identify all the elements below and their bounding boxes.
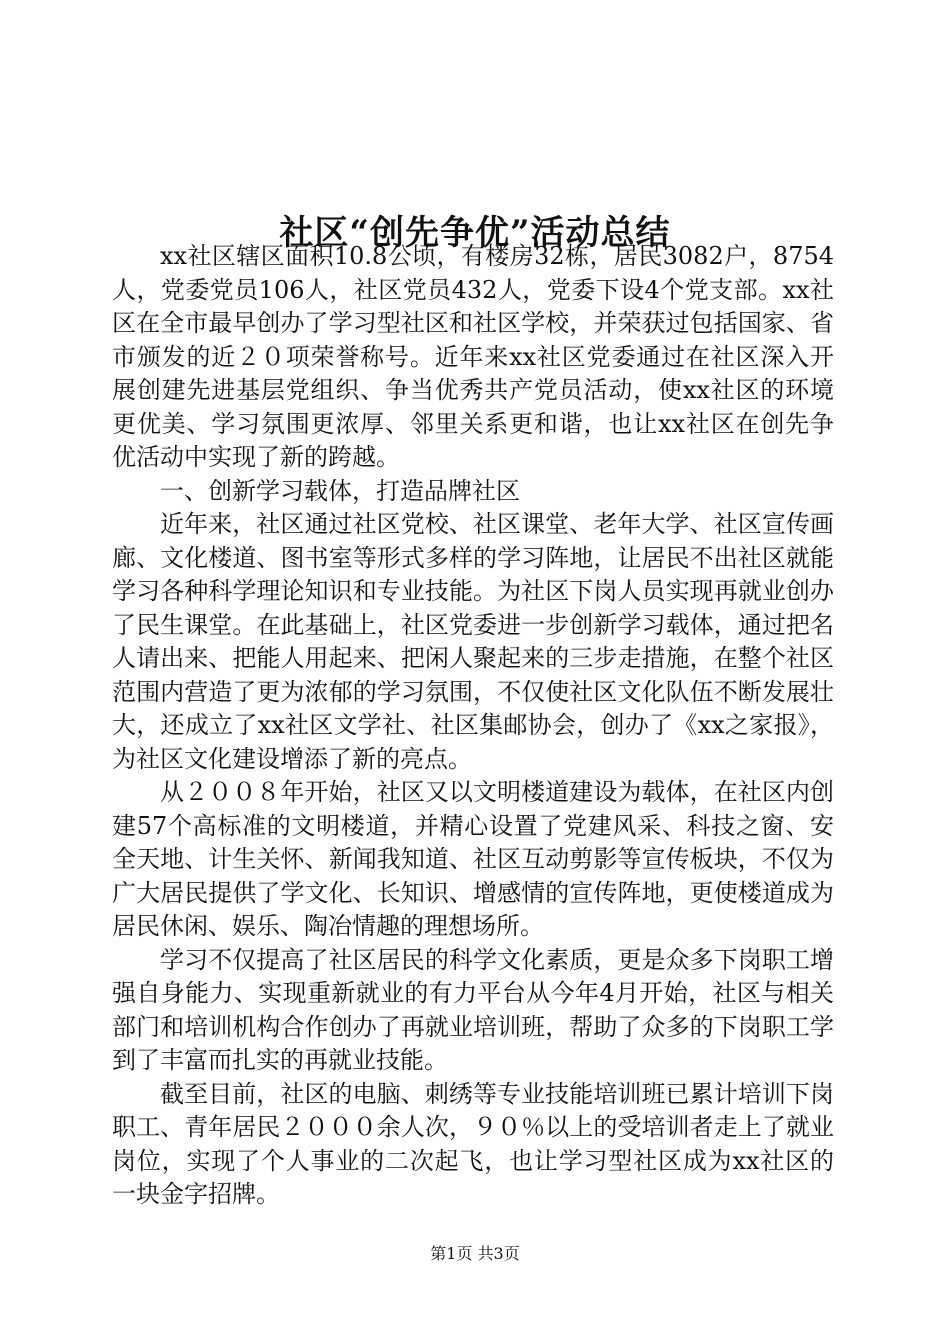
section-heading-1: 一、创新学习载体，打造品牌社区 <box>160 476 520 505</box>
document-body <box>112 240 834 1212</box>
page-footer: 第1页 共3页 <box>430 1244 520 1263</box>
document-title: 社区“创先争优”活动总结 <box>279 212 671 253</box>
paragraph-reemployment: 学习不仅提高了社区居民的科学文化素质，更是众多下岗职工增强自身能力、实现重新就业的有力平台从今年4月开始，社区与相关部门和培训机构合作创办了再就业培训班，帮助了众多的下岗职工学到了丰富而扎实的再就业技能。 <box>112 945 834 1074</box>
paragraph-civilized-corridors: 从２００８年开始，社区又以文明楼道建设为载体，在社区内创建57个高标准的文明楼道，并精心设置了党建风采、科技之窗、安全天地、计生关怀、新闻我知道、社区互动剪影等宣传板块，不仅为广大居民提供了学文化、长知识、增感情的宣传阵地，更使楼道成为居民休闲、娱乐、陶冶情趣的理想场所。 <box>112 778 834 940</box>
paragraph-training-results: 截至目前，社区的电脑、刺绣等专业技能培训班已累计培训下岗职工、青年居民２０００余人次，９０％以上的受培训者走上了就业岗位，实现了个人事业的二次起飞，也让学习型社区成为xx社区的一块金字招牌。 <box>112 1079 834 1208</box>
paragraph-learning-carriers: 近年来，社区通过社区党校、社区课堂、老年大学、社区宣传画廊、文化楼道、图书室等形式多样的学习阵地，让居民不出社区就能学习各种科学理论知识和专业技能。为社区下岗人员实现再就业创办了民生课堂。在此基础上，社区党委进一步创新学习载体，通过把名人请出来、把能人用起来、把闲人聚起来的三步走措施，在整个社区范围内营造了更为浓郁的学习氛围，不仅使社区文化队伍不断发展壮大，还成立了xx社区文学社、社区集邮协会，创办了《xx之家报》，为社区文化建设增添了新的亮点。 <box>112 510 834 773</box>
paragraph-intro: xx社区辖区面积10.8公顷，有楼房32栋，居民3082户，8754人，党委党员106人，社区党员432人，党委下设4个党支部。xx社区在全市最早创办了学习型社区和社区学校，并荣获过包括国家、省市颁发的近２０项荣誉称号。近年来xx社区党委通过在社区深入开展创建先进基层党组织、争当优秀共产党员活动，使xx社区的环境更优美、学习氛围更浓厚、邻里关系更和谐，也让xx社区在创先争优活动中实现了新的跨越。 <box>112 242 834 471</box>
